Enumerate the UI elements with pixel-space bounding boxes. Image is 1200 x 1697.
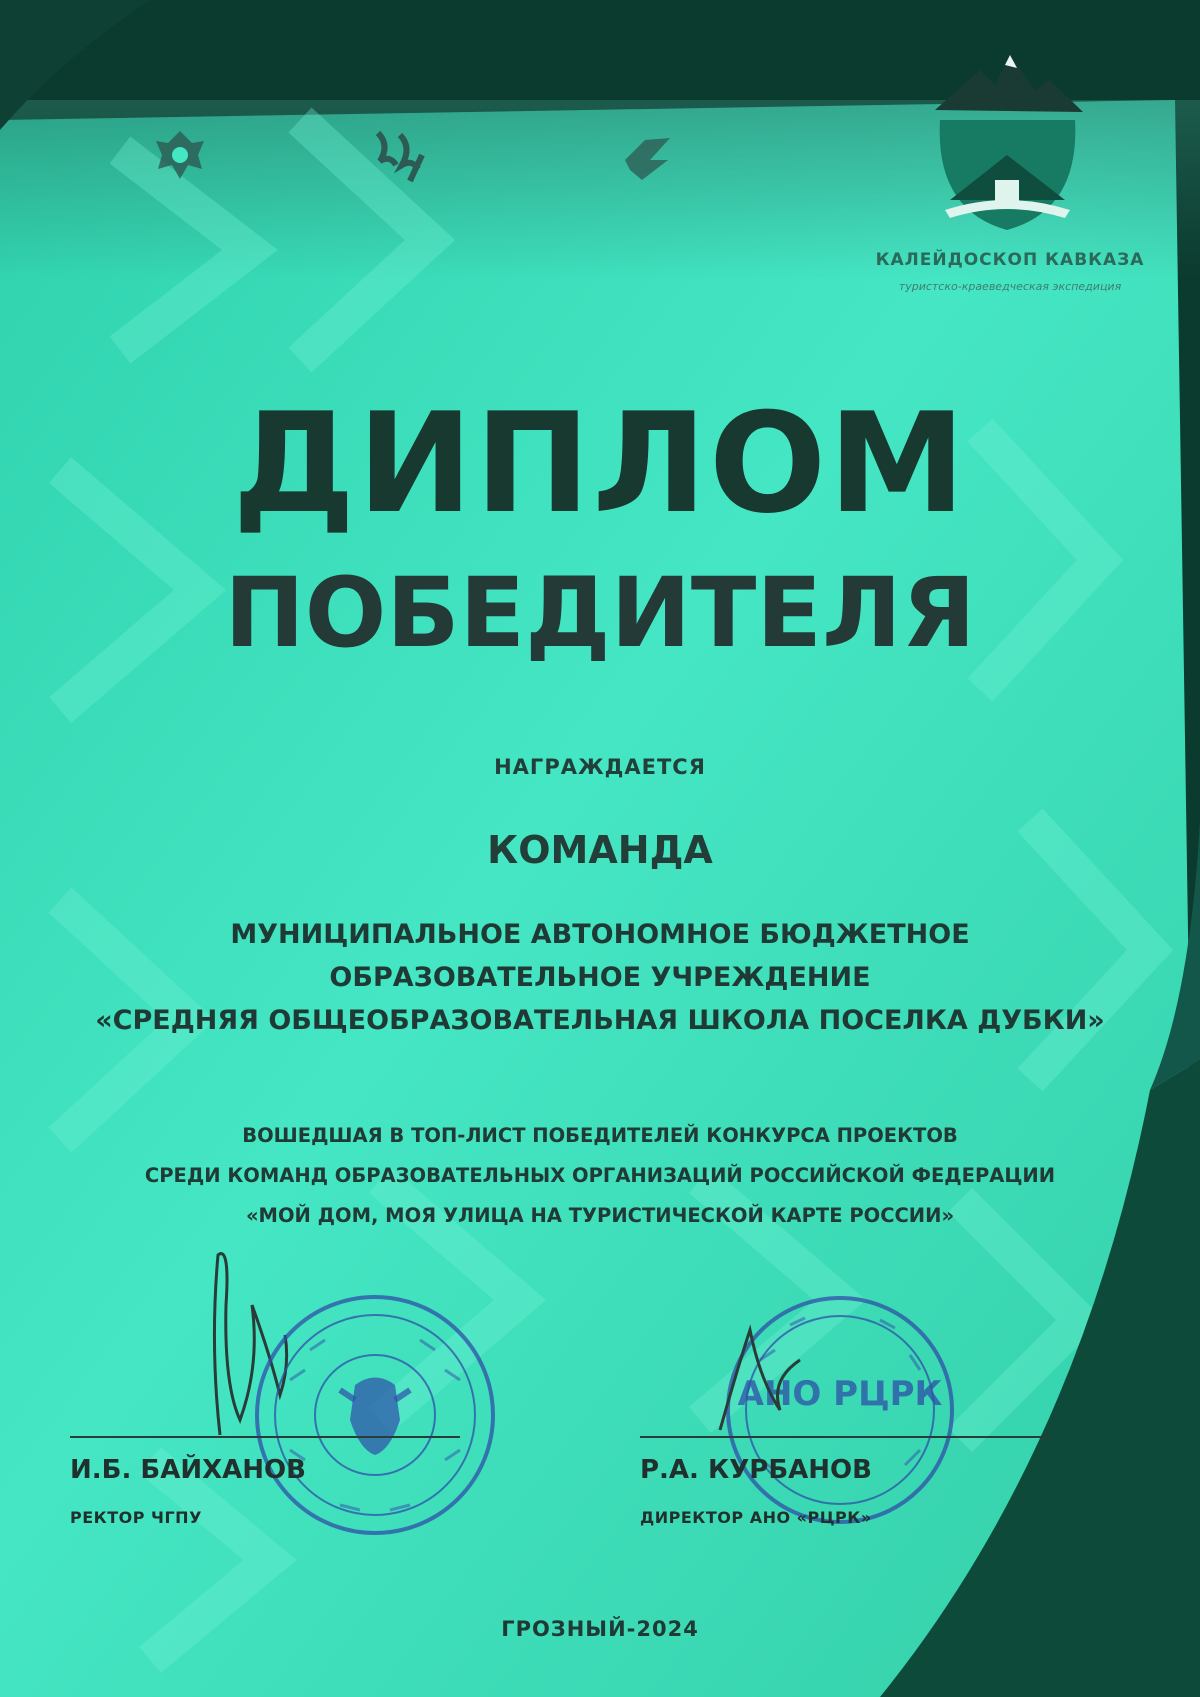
signature-line-left [70,1436,460,1438]
center-logo-icon [620,130,675,185]
signature-right-icon [700,1320,820,1440]
contest-line-1: ВОШЕДШАЯ В ТОП-ЛИСТ ПОБЕДИТЕЛЕЙ КОНКУРСА ПРОЕКТОВ [242,1124,958,1147]
kaleidoscope-kavkaza-logo-icon [925,50,1090,235]
stamp-left-icon [250,1290,500,1540]
signatory-name-right: Р.А. КУРБАНОВ [640,1455,872,1485]
organization-line-2: ОБРАЗОВАТЕЛЬНОЕ УЧРЕЖДЕНИЕ [329,962,871,993]
signatory-name-left: И.Б. БАЙХАНОВ [70,1455,306,1485]
diploma-subtitle: ПОБЕДИТЕЛЯ [224,557,976,669]
brand-tagline: туристско-краеведческая экспедиция [898,280,1122,293]
stamp-right-text: АНО РЦРК [737,1374,943,1414]
signatory-role-left: РЕКТОР ЧГПУ [70,1508,202,1527]
organization-name [0,913,1200,1042]
organization-line-1: МУНИЦИПАЛЬНОЕ АВТОНОМНОЕ БЮДЖЕТНОЕ [230,919,970,950]
contest-description [0,1116,1200,1236]
signatory-role-right: ДИРЕКТОР АНО «РЦРК» [640,1508,872,1527]
ministry-emblem-icon [150,125,210,185]
organization-line-3: «СРЕДНЯЯ ОБЩЕОБРАЗОВАТЕЛЬНАЯ ШКОЛА ПОСЕЛКА ДУБКИ» [95,1005,1105,1036]
city-year: ГРОЗНЫЙ-2024 [501,1617,699,1641]
awarded-label: НАГРАЖДАЕТСЯ [494,755,706,779]
team-label: КОМАНДА [487,828,713,872]
brand-name: КАЛЕЙДОСКОП КАВКАЗА [875,250,1145,270]
university-logo-icon [370,125,440,185]
contest-line-3: «МОЙ ДОМ, МОЯ УЛИЦА НА ТУРИСТИЧЕСКОЙ КАРТЕ РОССИИ» [245,1204,955,1227]
contest-line-2: СРЕДИ КОМАНД ОБРАЗОВАТЕЛЬНЫХ ОРГАНИЗАЦИЙ РОССИЙСКОЙ ФЕДЕРАЦИИ [144,1164,1056,1187]
diploma-title: ДИПЛОМ [232,383,968,544]
signature-line-right [640,1436,1050,1438]
